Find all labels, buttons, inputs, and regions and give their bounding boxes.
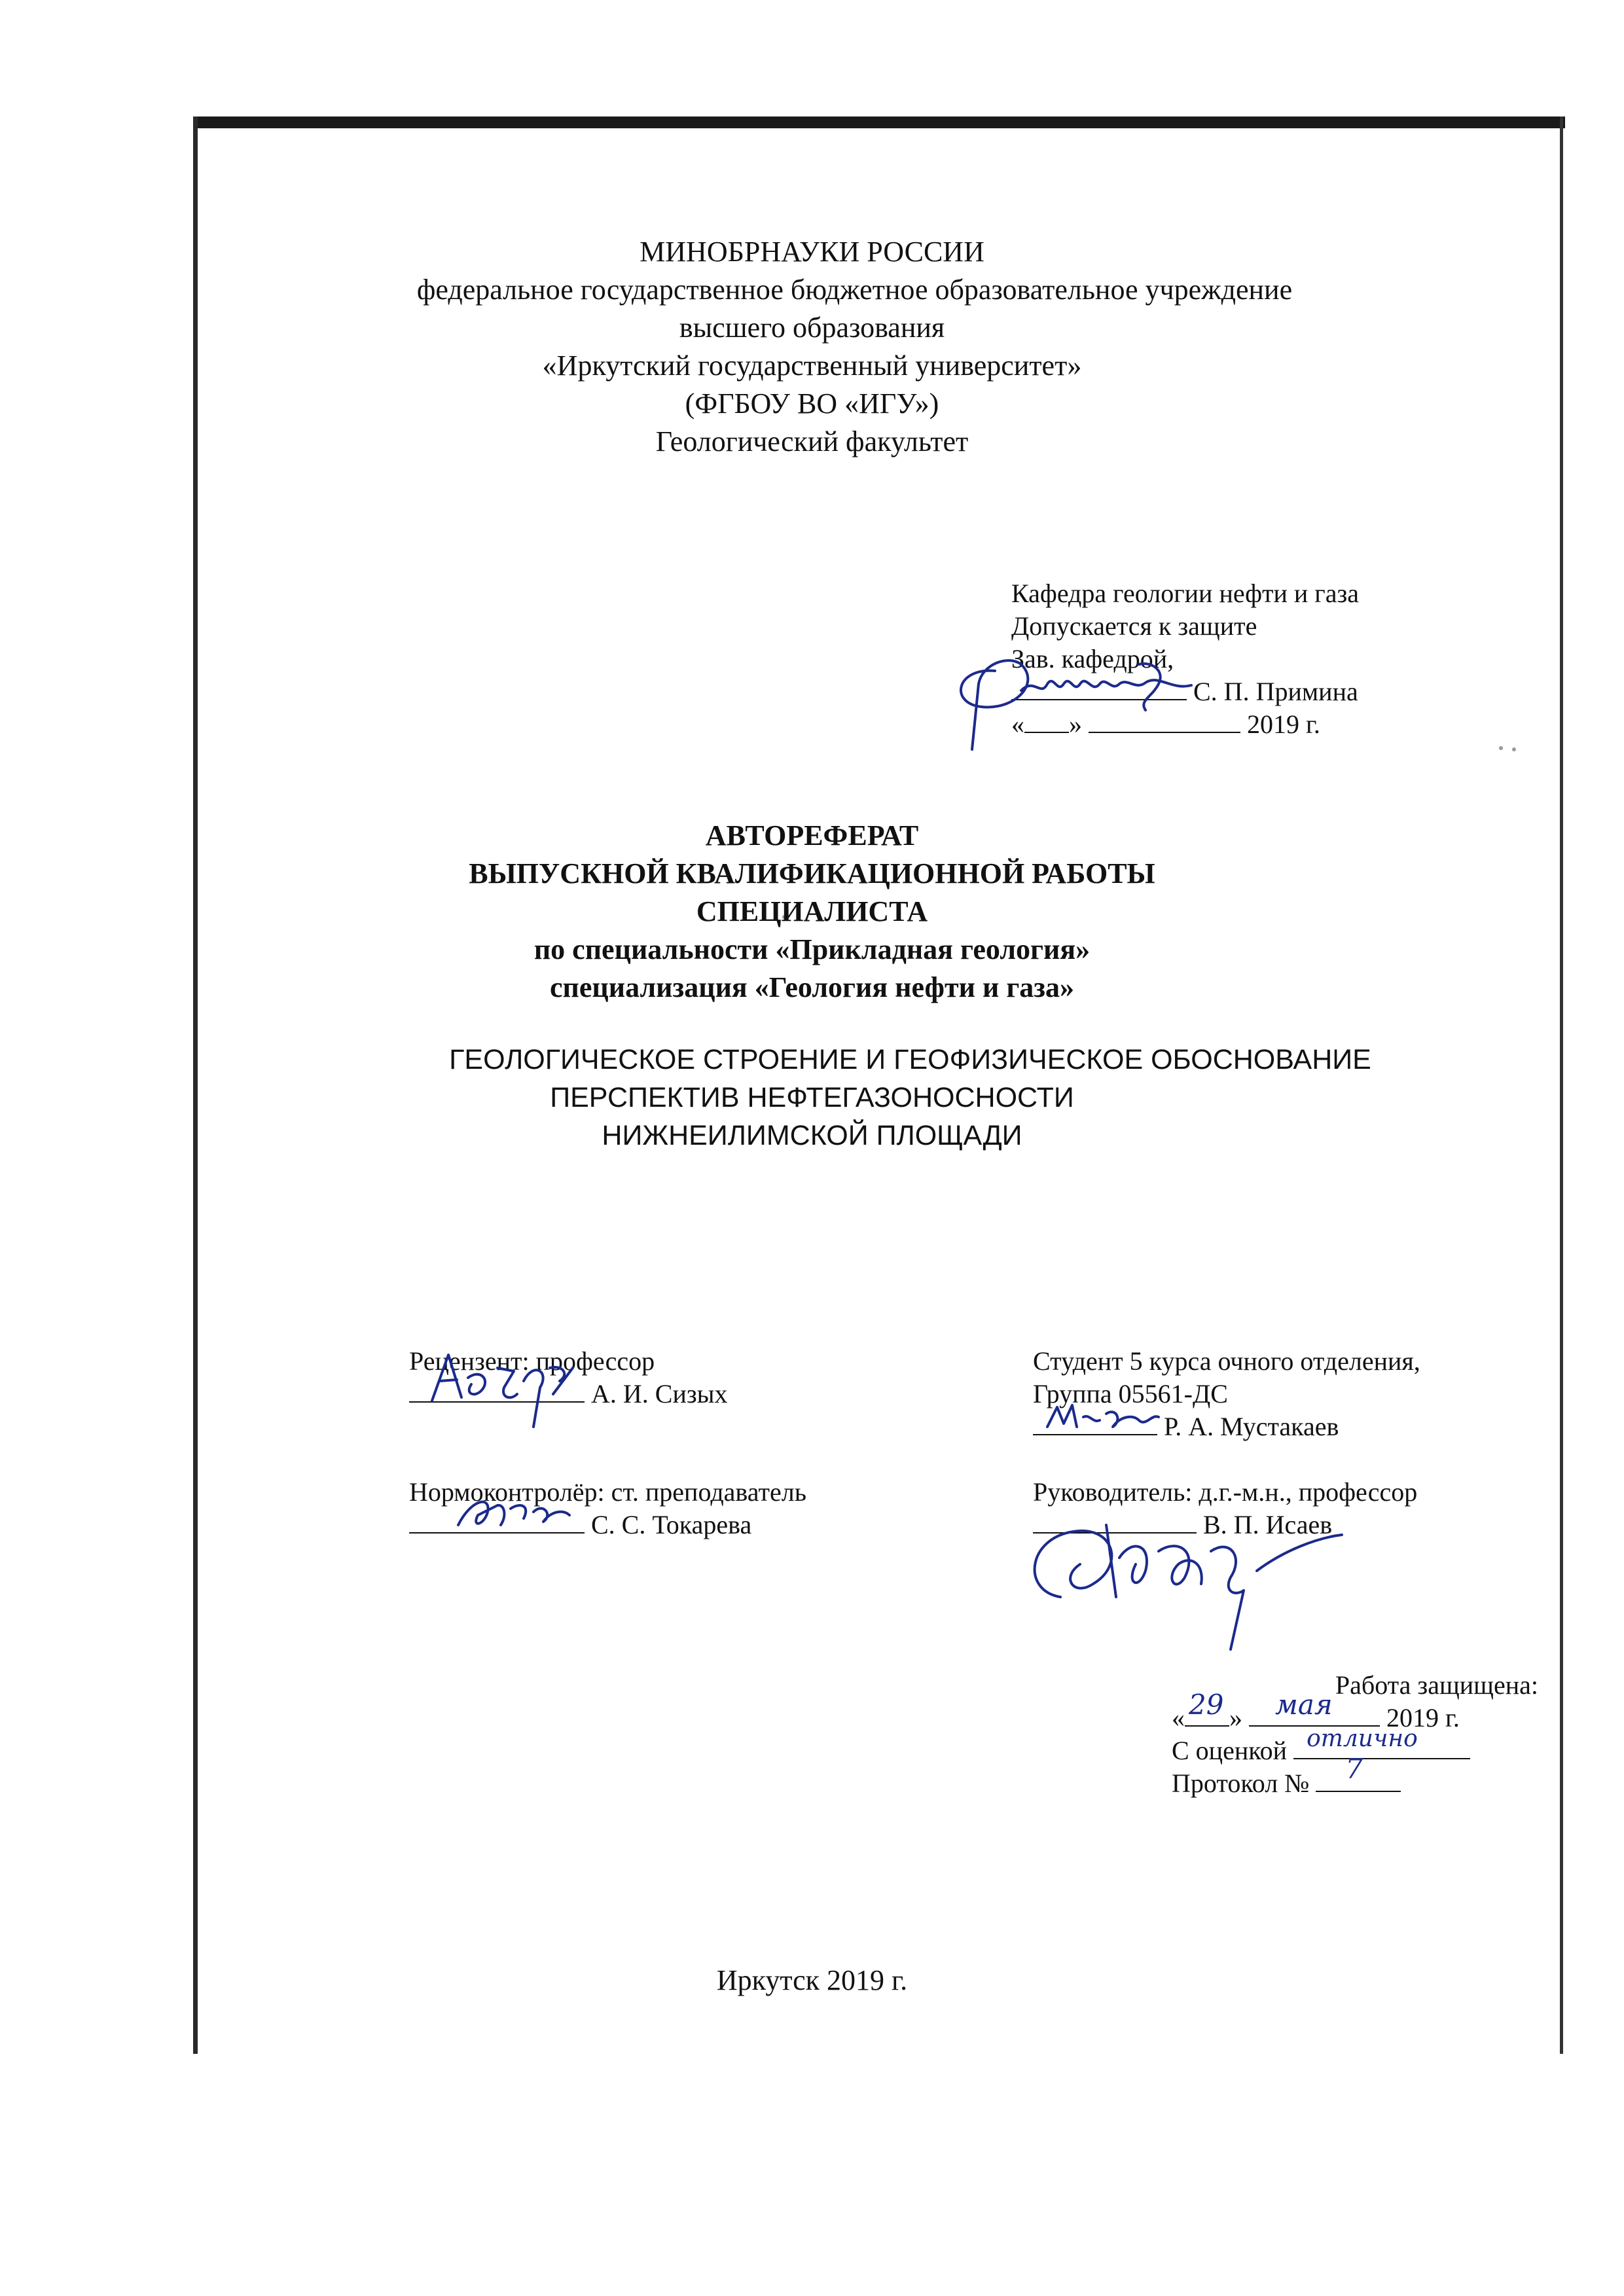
grade-blank bbox=[1293, 1725, 1470, 1759]
approval-year: 2019 г. bbox=[1247, 709, 1320, 739]
university-name: «Иркутский государственный университет» bbox=[542, 350, 1082, 382]
thesis-topic bbox=[0, 1041, 1624, 1155]
scan-border-top bbox=[193, 117, 1565, 128]
defense-block bbox=[1172, 1669, 1538, 1800]
quote-open: « bbox=[1011, 709, 1024, 739]
defense-day: 29 bbox=[1189, 1689, 1224, 1721]
defense-label: Работа защищена: bbox=[1335, 1670, 1538, 1700]
topic-line-2: ПЕРСПЕКТИВ НЕФТЕГАЗОНОСНОСТИ bbox=[550, 1082, 1074, 1113]
specialty-line: по специальности «Прикладная геология» bbox=[533, 933, 1091, 965]
head-line: Зав. кафедрой, bbox=[1011, 644, 1174, 673]
quote-close: » bbox=[1229, 1703, 1242, 1732]
defense-year: 2019 г. bbox=[1386, 1703, 1460, 1732]
specialization-line: специализация «Геология нефти и газа» bbox=[550, 971, 1074, 1003]
supervisor-signature bbox=[1008, 1499, 1348, 1669]
ministry-line: МИНОБРНАУКИ РОССИИ bbox=[640, 236, 984, 268]
reviewer-name: А. И. Сизых bbox=[591, 1379, 728, 1408]
department-line: Кафедра геологии нефти и газа bbox=[1011, 579, 1360, 608]
head-name: С. П. Примина bbox=[1193, 677, 1358, 706]
grade-value: отлично bbox=[1307, 1725, 1418, 1752]
title-line-3: СПЕЦИАЛИСТА bbox=[696, 895, 928, 927]
supervisor-role: Руководитель: д.г.-м.н., профессор bbox=[1033, 1477, 1418, 1507]
protocol-line bbox=[1172, 1753, 1538, 1800]
title-line-1: АВТОРЕФЕРАТ bbox=[705, 819, 919, 852]
protocol-number: 7 bbox=[1345, 1753, 1363, 1785]
student-signature bbox=[1041, 1397, 1165, 1437]
topic-line-3: НИЖНЕИЛИМСКОЙ ПЛОЩАДИ bbox=[602, 1120, 1022, 1151]
faculty-name: Геологический факультет bbox=[655, 425, 969, 457]
institution-line-2: высшего образования bbox=[679, 312, 945, 344]
reviewer-signature bbox=[419, 1342, 589, 1433]
protocol-blank bbox=[1316, 1753, 1401, 1792]
supervisor-name: В. П. Исаев bbox=[1203, 1510, 1333, 1539]
grade-label: С оценкой bbox=[1172, 1736, 1288, 1765]
admitted-line: Допускается к защите bbox=[1011, 611, 1257, 641]
protocol-label: Протокол № bbox=[1172, 1768, 1310, 1798]
city-year: Иркутск 2019 г. bbox=[716, 1964, 908, 1996]
reviewer-role: Рецензент: профессор bbox=[409, 1346, 655, 1376]
defense-day-blank bbox=[1185, 1689, 1229, 1727]
scan-speck bbox=[1499, 746, 1503, 750]
institution-line-1: федеральное государственное бюджетное образовательное учреждение bbox=[416, 274, 1293, 306]
topic-line-1: ГЕОЛОГИЧЕСКОЕ СТРОЕНИЕ И ГЕОФИЗИЧЕСКОЕ ОБОСНОВАНИЕ bbox=[449, 1044, 1371, 1075]
quote-close: » bbox=[1069, 709, 1082, 739]
quote-open: « bbox=[1172, 1703, 1185, 1732]
normcontrol-signature bbox=[452, 1486, 583, 1538]
title-line-2: ВЫПУСКНОЙ КВАЛИФИКАЦИОННОЙ РАБОТЫ bbox=[469, 857, 1155, 889]
normcontrol-role: Нормоконтролёр: ст. преподаватель bbox=[409, 1477, 806, 1507]
defense-month: мая bbox=[1275, 1689, 1333, 1721]
university-abbreviation: (ФГБОУ ВО «ИГУ») bbox=[685, 387, 939, 420]
institution-header bbox=[0, 233, 1624, 461]
scan-speck bbox=[1512, 747, 1516, 751]
student-role: Студент 5 курса очного отделения, bbox=[1033, 1346, 1420, 1376]
head-signature bbox=[943, 645, 1218, 756]
normcontrol-name: С. С. Токарева bbox=[591, 1510, 752, 1539]
title-block bbox=[0, 817, 1624, 1007]
student-group: Группа 05561-ДС bbox=[1033, 1379, 1228, 1408]
student-name: Р. А. Мустакаев bbox=[1164, 1412, 1339, 1441]
